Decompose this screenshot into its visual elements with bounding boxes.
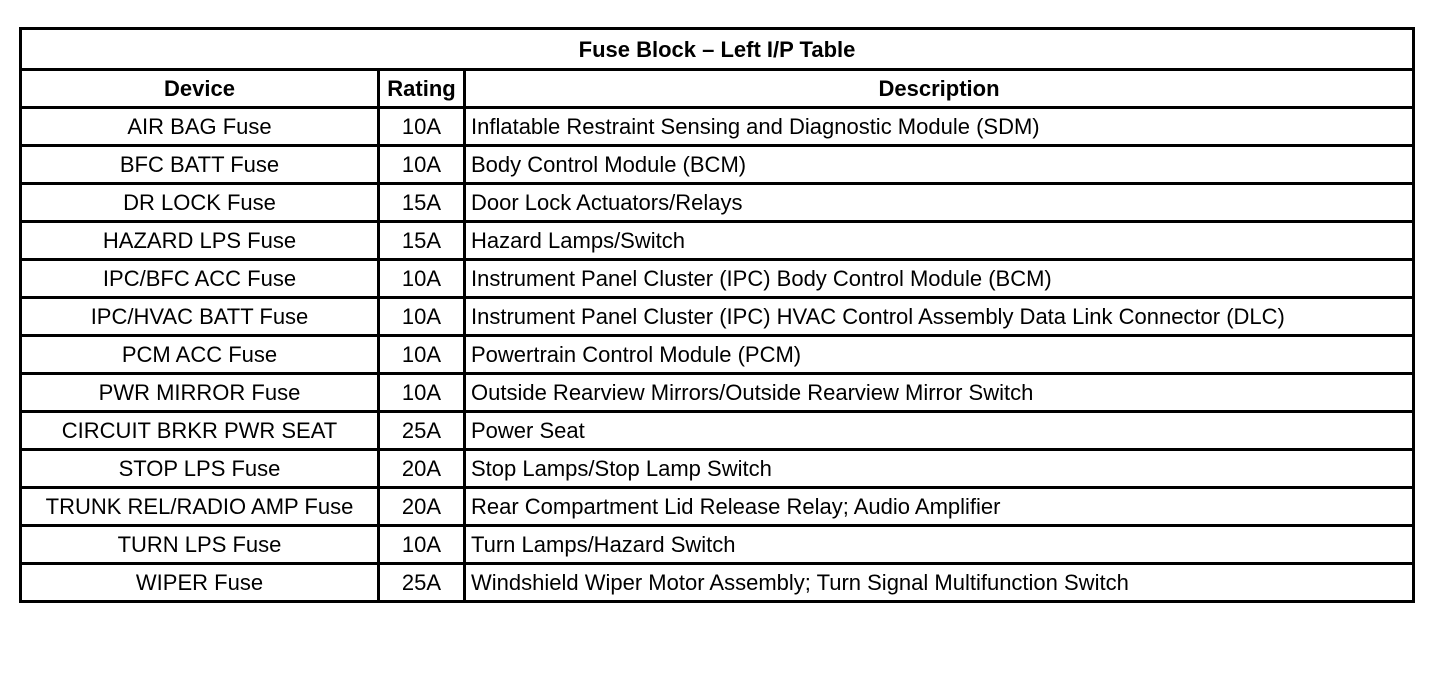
table-row: [21, 184, 1414, 222]
table-row: [21, 450, 1414, 488]
fuse-block-table: [19, 27, 1415, 603]
header-device: Device: [21, 70, 379, 108]
device-cell: BFC BATT Fuse: [21, 146, 379, 184]
rating-cell: 25A: [379, 564, 465, 602]
table-row: [21, 108, 1414, 146]
table-title-row: [21, 29, 1414, 70]
table-row: [21, 526, 1414, 564]
device-cell: PWR MIRROR Fuse: [21, 374, 379, 412]
rating-cell: 20A: [379, 450, 465, 488]
table-row: [21, 564, 1414, 602]
description-cell: Instrument Panel Cluster (IPC) HVAC Control Assembly Data Link Connector (DLC): [465, 298, 1414, 336]
table-header-row: [21, 70, 1414, 108]
description-cell: Door Lock Actuators/Relays: [465, 184, 1414, 222]
device-cell: IPC/HVAC BATT Fuse: [21, 298, 379, 336]
device-cell: HAZARD LPS Fuse: [21, 222, 379, 260]
header-rating: Rating: [379, 70, 465, 108]
rating-cell: 20A: [379, 488, 465, 526]
table-title: Fuse Block – Left I/P Table: [21, 29, 1414, 70]
device-cell: DR LOCK Fuse: [21, 184, 379, 222]
table-row: [21, 260, 1414, 298]
table-body: [21, 108, 1414, 602]
device-cell: CIRCUIT BRKR PWR SEAT: [21, 412, 379, 450]
description-cell: Stop Lamps/Stop Lamp Switch: [465, 450, 1414, 488]
description-cell: Rear Compartment Lid Release Relay; Audio Amplifier: [465, 488, 1414, 526]
table-row: [21, 412, 1414, 450]
rating-cell: 10A: [379, 298, 465, 336]
device-cell: STOP LPS Fuse: [21, 450, 379, 488]
rating-cell: 10A: [379, 146, 465, 184]
description-cell: Body Control Module (BCM): [465, 146, 1414, 184]
table-row: [21, 488, 1414, 526]
device-cell: IPC/BFC ACC Fuse: [21, 260, 379, 298]
rating-cell: 10A: [379, 526, 465, 564]
rating-cell: 10A: [379, 374, 465, 412]
description-cell: Hazard Lamps/Switch: [465, 222, 1414, 260]
header-description: Description: [465, 70, 1414, 108]
rating-cell: 15A: [379, 184, 465, 222]
device-cell: TURN LPS Fuse: [21, 526, 379, 564]
table-row: [21, 146, 1414, 184]
rating-cell: 25A: [379, 412, 465, 450]
description-cell: Instrument Panel Cluster (IPC) Body Control Module (BCM): [465, 260, 1414, 298]
description-cell: Inflatable Restraint Sensing and Diagnostic Module (SDM): [465, 108, 1414, 146]
table-row: [21, 298, 1414, 336]
rating-cell: 10A: [379, 260, 465, 298]
description-cell: Powertrain Control Module (PCM): [465, 336, 1414, 374]
description-cell: Windshield Wiper Motor Assembly; Turn Signal Multifunction Switch: [465, 564, 1414, 602]
description-cell: Turn Lamps/Hazard Switch: [465, 526, 1414, 564]
rating-cell: 15A: [379, 222, 465, 260]
table-row: [21, 336, 1414, 374]
table-row: [21, 222, 1414, 260]
description-cell: Outside Rearview Mirrors/Outside Rearview Mirror Switch: [465, 374, 1414, 412]
description-cell: Power Seat: [465, 412, 1414, 450]
device-cell: PCM ACC Fuse: [21, 336, 379, 374]
device-cell: AIR BAG Fuse: [21, 108, 379, 146]
table-row: [21, 374, 1414, 412]
rating-cell: 10A: [379, 108, 465, 146]
device-cell: WIPER Fuse: [21, 564, 379, 602]
device-cell: TRUNK REL/RADIO AMP Fuse: [21, 488, 379, 526]
rating-cell: 10A: [379, 336, 465, 374]
